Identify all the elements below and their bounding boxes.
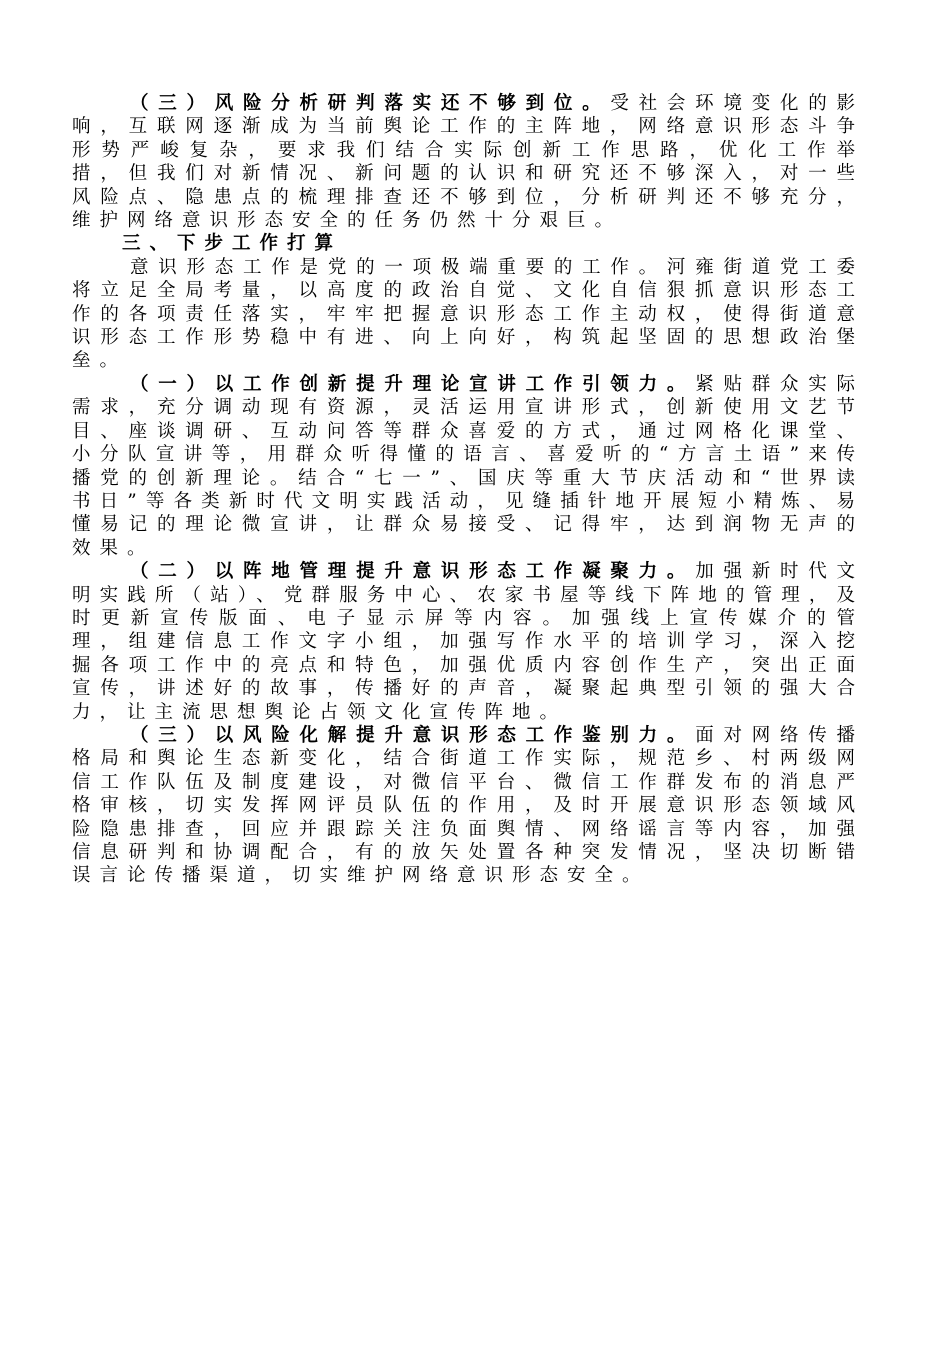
section-heading-next-steps bbox=[72, 232, 864, 255]
paragraph-intro bbox=[72, 256, 864, 373]
paragraph-lead: （一）以工作创新提升理论宣讲工作引领力。 bbox=[130, 373, 696, 395]
paragraph-body: 面对网络传播格局和舆论生态新变化，结合街道工作实际，规范乡、村两级网信工作队伍及制度建设，对微信平台、微信工作群发布的消息严格审核，切实发挥网评员队伍的作用，及时开展意识形态领域风险隐患排查，回应并跟踪关注负面舆情、网络谣言等内容，加强信息研判和协调配合，有的放矢处置各种突发情况，坚决切断错误言论传播渠道，切实维护网络意识形态安全。 bbox=[72, 724, 864, 887]
paragraph-lead: （三）风险分析研判落实还不够到位。 bbox=[130, 93, 611, 114]
paragraph-risk-resolution bbox=[72, 724, 864, 888]
paragraph-position-management bbox=[72, 560, 864, 724]
paragraph-body: 受社会环境变化的影响，互联网逐渐成为当前舆论工作的主阵地，网络意识形态斗争形势严峻复杂，要求我们结合实际创新工作思路，优化工作举措，但我们对新情况、新问题的认识和研究还不够深入，对一些风险点、隐患点的梳理排查还不够到位，分析研判还不够充分，维护网络意识形态安全的任务仍然十分艰巨。 bbox=[72, 93, 864, 232]
section-heading-text: 三、下步工作打算 bbox=[122, 233, 343, 255]
paragraph-lead: （三）以风险化解提升意识形态工作鉴别力。 bbox=[130, 724, 696, 746]
paragraph-body: 加强新时代文明实践所（站）、党群服务中心、农家书屋等线下阵地的管理，及时更新宣传版面、电子显示屏等内容。加强线上宣传媒介的管理，组建信息工作文字小组，加强写作水平的培训学习，深入挖掘各项工作中的亮点和特色，加强优质内容创作生产，突出正面宣传，讲述好的故事，传播好的声音，凝聚起典型引领的强大合力，让主流思想舆论占领文化宣传阵地。 bbox=[72, 561, 864, 723]
paragraph-risk-analysis bbox=[72, 92, 864, 232]
paragraph-theory-lecture bbox=[72, 373, 864, 560]
paragraph-lead: （二）以阵地管理提升意识形态工作凝聚力。 bbox=[130, 561, 696, 583]
paragraph-body: 紧贴群众实际需求，充分调动现有资源，灵活运用宣讲形式，创新使用文艺节目、座谈调研、互动问答等群众喜爱的方式，通过网格化课堂、小分队宣讲等，用群众听得懂的语言、喜爱听的“方言土语”来传播党的创新理论。结合“七一”、国庆等重大节庆活动和“世界读书日”等各类新时代文明实践活动，见缝插针地开展短小精炼、易懂易记的理论微宣讲，让群众易接受、记得牢，达到润物无声的效果。 bbox=[72, 373, 864, 559]
paragraph-body: 意识形态工作是党的一项极端重要的工作。河雍街道党工委将立足全局考量，以高度的政治自觉、文化自信狠抓意识形态工作的各项责任落实，牢牢把握意识形态工作主动权，使得街道意识形态工作形势稳中有进、向上向好，构筑起坚固的思想政治堡垒。 bbox=[72, 256, 864, 372]
document-body bbox=[72, 92, 864, 888]
